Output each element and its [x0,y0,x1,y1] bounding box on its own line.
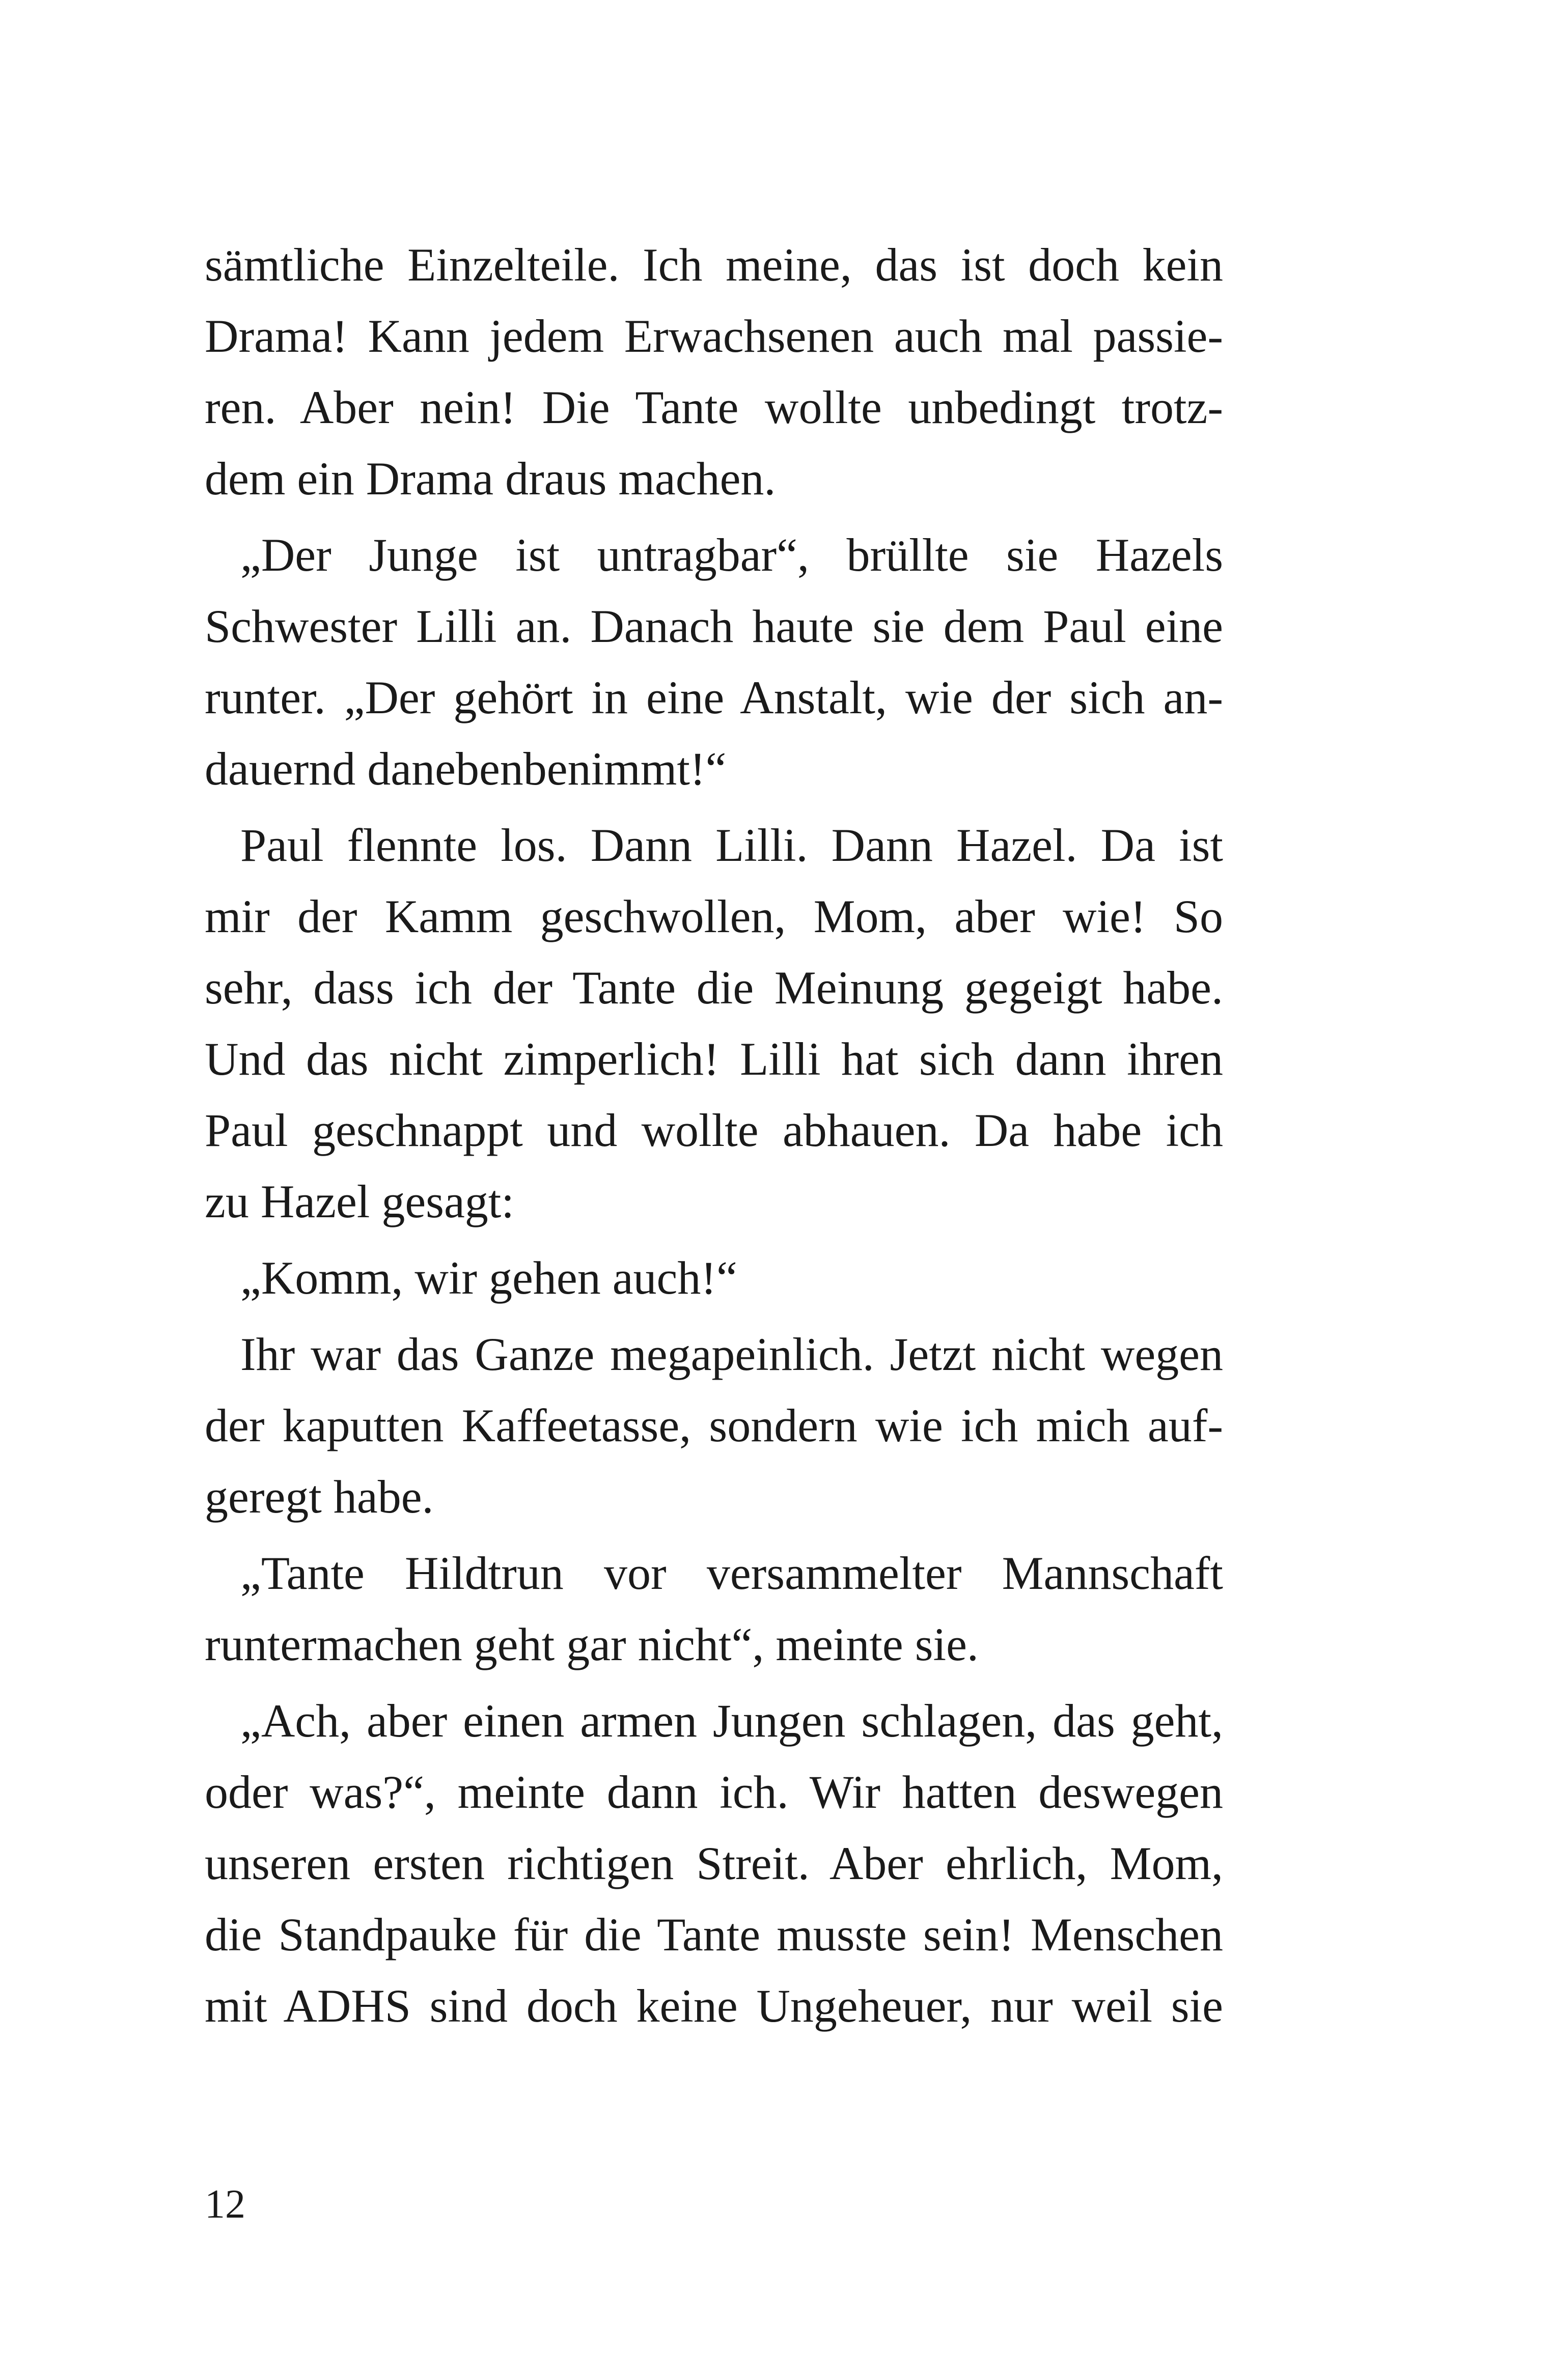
text-line: Und das nicht zimperlich! Lilli hat sich dann ihren [205,1033,1223,1085]
text-line: mir der Kamm geschwollen, Mom, aber wie! So [205,890,1223,942]
text-line: dem ein Drama draus machen. [205,453,776,505]
text-line: sehr, dass ich der Tante die Meinung gegeigt habe. [205,962,1223,1014]
text-line: „Komm, wir gehen auch!“ [240,1252,737,1304]
text-line: der kaputten Kaffeetasse, sondern wie ich mich auf- [205,1399,1223,1451]
text-line: runtermachen geht gar nicht“, meinte sie. [205,1618,979,1670]
text-line: Schwester Lilli an. Danach haute sie dem Paul eine [205,600,1223,652]
text-line: mit ADHS sind doch keine Ungeheuer, nur weil sie [205,1980,1223,2032]
text-line: Drama! Kann jedem Erwachsenen auch mal passie- [205,310,1223,362]
text-line: ren. Aber nein! Die Tante wollte unbedingt trotz- [205,381,1223,433]
text-line: zu Hazel gesagt: [205,1175,514,1227]
text-line: „Der Junge ist untragbar“, brüllte sie Hazels [240,529,1223,581]
text-line: Paul flennte los. Dann Lilli. Dann Hazel. Da ist [240,819,1223,871]
text-line: „Ach, aber einen armen Jungen schlagen, das geht, [240,1695,1223,1747]
text-line: dauernd danebenbenimmt!“ [205,743,727,795]
text-line: oder was?“, meinte dann ich. Wir hatten deswegen [205,1766,1223,1818]
text-line: Ihr war das Ganze megapeinlich. Jetzt nicht wegen [240,1328,1223,1380]
text-line: unseren ersten richtigen Streit. Aber ehrlich, Mom, [205,1837,1223,1889]
text-line: geregt habe. [205,1471,434,1523]
text-line: sämtliche Einzelteile. Ich meine, das ist doch kein [205,239,1223,291]
page-number: 12 [205,2182,245,2227]
text-line: runter. „Der gehört in eine Anstalt, wie der sich an- [205,671,1223,723]
text-line: Paul geschnappt und wollte abhauen. Da habe ich [205,1104,1223,1156]
text-line: die Standpauke für die Tante musste sein! Menschen [205,1909,1223,1961]
text-line: „Tante Hildtrun vor versammelter Mannschaft [240,1547,1223,1599]
